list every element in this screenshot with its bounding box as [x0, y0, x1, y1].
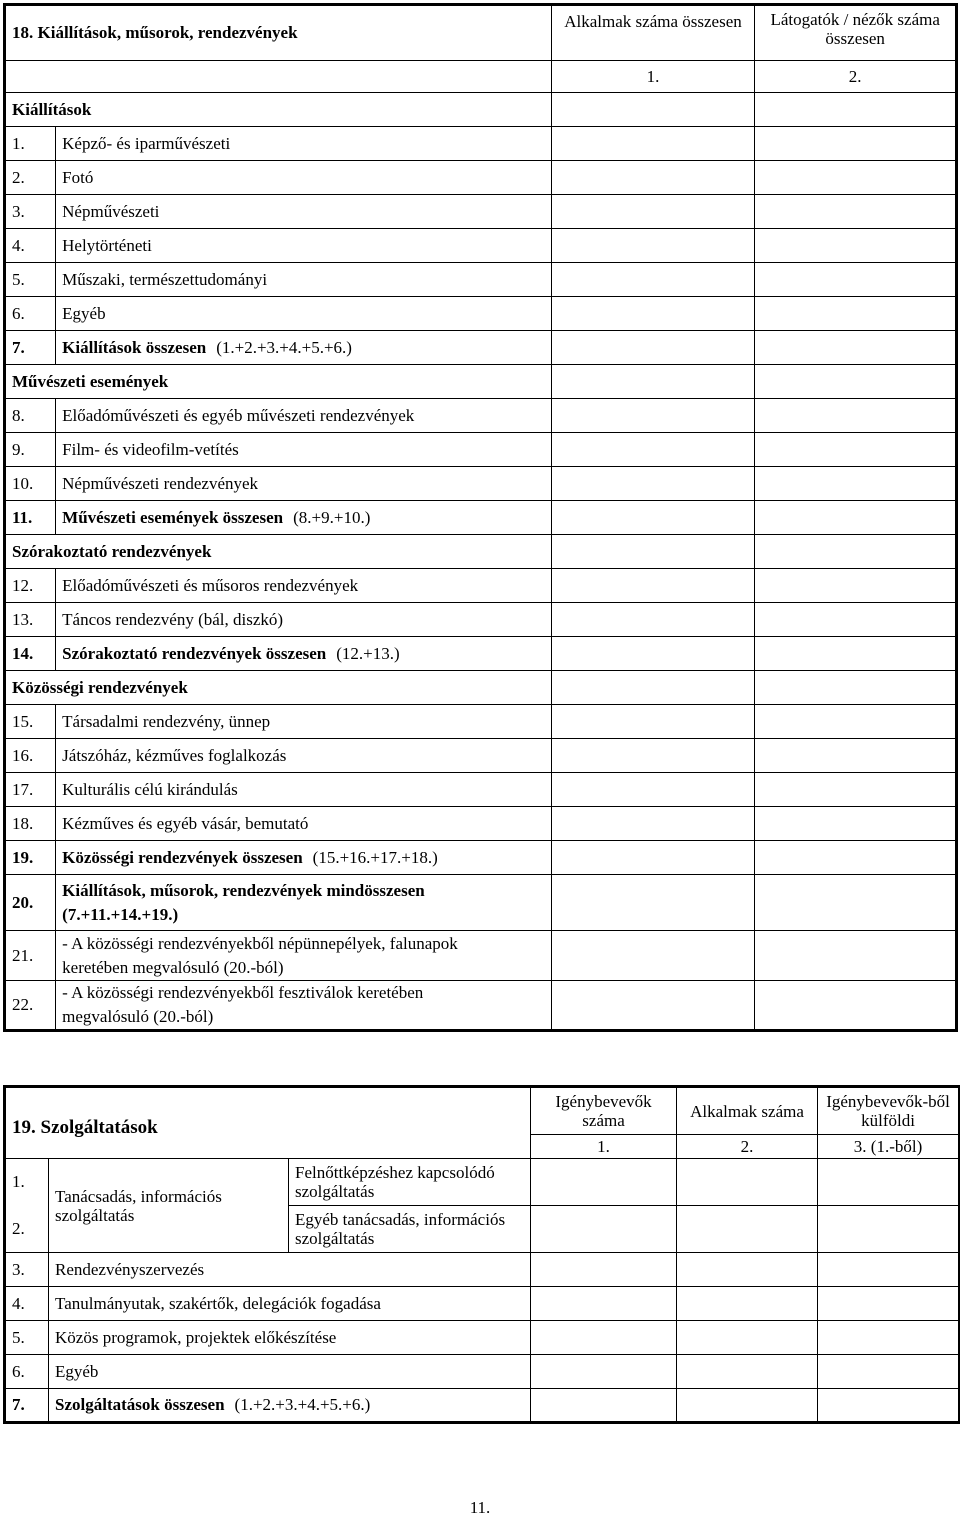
row-label [49, 1321, 531, 1355]
group-heading: Közösségi rendezvények [5, 671, 552, 705]
row-formula: (8.+9.+10.) [293, 507, 371, 527]
input-cell[interactable] [551, 501, 755, 535]
row-number: 4. [5, 1287, 49, 1321]
row-label-text: Közösségi rendezvények összesen [62, 847, 303, 867]
input-cell[interactable] [755, 875, 957, 931]
input-cell[interactable] [755, 671, 957, 705]
input-cell[interactable] [755, 981, 957, 1031]
table-row [5, 1321, 960, 1355]
table-row [5, 603, 957, 637]
input-cell[interactable] [818, 1287, 960, 1321]
row-label-line2: (7.+11.+14.+19.) [62, 904, 179, 924]
row-number: 14. [5, 637, 56, 671]
row-number: 12. [5, 569, 56, 603]
input-cell[interactable] [551, 739, 755, 773]
table-services [3, 1085, 960, 1424]
row-label-text: Előadóművészeti és műsoros rendezvények [62, 575, 359, 595]
row-label [56, 297, 552, 331]
table-row [5, 331, 957, 365]
row-label [56, 705, 552, 739]
row-number: 9. [5, 433, 56, 467]
table-row [5, 399, 957, 433]
row-label [56, 433, 552, 467]
row-number: 6. [5, 1355, 49, 1389]
input-cell[interactable] [531, 1206, 677, 1253]
row-number: 20. [5, 875, 56, 931]
section-18-title: 18. Kiállítások, műsorok, rendezvények [5, 5, 552, 61]
group-label-counseling: Tanácsadás, információs szolgáltatás [49, 1159, 289, 1253]
input-cell[interactable] [677, 1206, 818, 1253]
row-label [56, 603, 552, 637]
input-cell[interactable] [551, 807, 755, 841]
row-formula: (1.+2.+3.+4.+5.+6.) [234, 1395, 371, 1414]
input-cell[interactable] [755, 399, 957, 433]
row-label [56, 127, 552, 161]
row-label-text: Társadalmi rendezvény, ünnep [62, 711, 271, 731]
input-cell[interactable] [755, 263, 957, 297]
row-number: 7. [5, 331, 56, 365]
row-formula: (12.+13.) [336, 643, 400, 663]
col-header-users: Igénybevevők száma [531, 1087, 677, 1135]
row-label-line2: keretében megvalósuló (20.-ból) [62, 957, 284, 977]
input-cell[interactable] [818, 1389, 960, 1423]
table-row [5, 263, 957, 297]
row-number: 11. [5, 501, 56, 535]
input-cell[interactable] [818, 1355, 960, 1389]
input-cell[interactable] [551, 297, 755, 331]
input-cell[interactable] [755, 127, 957, 161]
table-row [5, 297, 957, 331]
input-cell[interactable] [755, 603, 957, 637]
header-spacer [5, 61, 552, 93]
table-row [5, 467, 957, 501]
table-exhibitions-events [3, 3, 958, 1032]
row-label-text: Szolgáltatások összesen [55, 1395, 225, 1414]
row-label [56, 195, 552, 229]
row-number: 18. [5, 807, 56, 841]
input-cell[interactable] [755, 931, 957, 981]
row-label [56, 841, 552, 875]
row-label-text: Kiállítások összesen [62, 337, 207, 357]
input-cell[interactable] [551, 161, 755, 195]
table-row [5, 739, 957, 773]
input-cell[interactable] [677, 1253, 818, 1287]
input-cell[interactable] [755, 229, 957, 263]
input-cell[interactable] [551, 671, 755, 705]
input-cell[interactable] [818, 1206, 960, 1253]
input-cell[interactable] [755, 569, 957, 603]
row-label-text: Tanulmányutak, szakértők, delegációk fogadása [55, 1293, 381, 1313]
input-cell[interactable] [551, 705, 755, 739]
col-header-occasions [551, 5, 755, 61]
input-cell[interactable] [551, 875, 755, 931]
row-label [56, 161, 552, 195]
row-number: 8. [5, 399, 56, 433]
table-row [5, 229, 957, 263]
row-label-text: Helytörténeti [62, 235, 152, 255]
row-label-line1: - A közösségi rendezvényekből fesztiválok keretében [62, 983, 424, 1002]
input-cell[interactable] [531, 1389, 677, 1423]
input-cell[interactable] [531, 1159, 677, 1206]
row-label [49, 1253, 531, 1287]
input-cell[interactable] [551, 399, 755, 433]
input-cell[interactable] [551, 841, 755, 875]
input-cell[interactable] [551, 433, 755, 467]
row-label-line1: - A közösségi rendezvényekből népünnepélyek, falunapok [62, 933, 458, 953]
row-number: 21. [5, 931, 56, 981]
group-heading: Kiállítások [5, 93, 552, 127]
table-row [5, 773, 957, 807]
row-number: 2. [5, 1206, 49, 1253]
row-number: 3. [5, 1253, 49, 1287]
input-cell[interactable] [755, 433, 957, 467]
col19-number-3: 3. (1.-ből) [818, 1135, 960, 1159]
table-row [5, 195, 957, 229]
table-row [5, 807, 957, 841]
row-label-text: Kézműves és egyéb vásár, bemutató [62, 813, 309, 833]
input-cell[interactable] [551, 195, 755, 229]
section-19-title: 19. Szolgáltatások [5, 1087, 531, 1159]
row-label [49, 1355, 531, 1389]
table-row [5, 931, 957, 981]
col-number-2: 2. [755, 61, 957, 93]
input-cell[interactable] [551, 981, 755, 1031]
input-cell[interactable] [551, 535, 755, 569]
row-label-text: Egyéb [62, 303, 106, 323]
input-cell[interactable] [755, 739, 957, 773]
row-label-text: Népművészeti rendezvények [62, 473, 259, 493]
row-label [56, 739, 552, 773]
input-cell[interactable] [755, 773, 957, 807]
table-row [5, 161, 957, 195]
table-row [5, 637, 957, 671]
table-row [5, 1355, 960, 1389]
table-row [5, 433, 957, 467]
row-number: 10. [5, 467, 56, 501]
input-cell[interactable] [755, 331, 957, 365]
row-label [56, 807, 552, 841]
table-row [5, 501, 957, 535]
input-cell[interactable] [677, 1355, 818, 1389]
table-row [5, 705, 957, 739]
input-cell[interactable] [755, 637, 957, 671]
row-label [56, 501, 552, 535]
row-label-text: Rendezvényszervezés [55, 1259, 205, 1279]
row-label [56, 569, 552, 603]
row-label [56, 399, 552, 433]
row-number: 13. [5, 603, 56, 637]
row-label-text: Szórakoztató rendezvények összesen [62, 643, 327, 663]
row-label-text: Közös programok, projektek előkészítése [55, 1327, 337, 1347]
input-cell[interactable] [551, 931, 755, 981]
input-cell[interactable] [531, 1355, 677, 1389]
page-number: 11. [469, 1498, 491, 1517]
input-cell[interactable] [755, 807, 957, 841]
input-cell[interactable] [755, 161, 957, 195]
input-cell[interactable] [551, 637, 755, 671]
group-heading: Művészeti események [5, 365, 552, 399]
input-cell[interactable] [818, 1159, 960, 1206]
input-cell[interactable] [551, 331, 755, 365]
col-number-1: 1. [551, 61, 755, 93]
input-cell[interactable] [551, 603, 755, 637]
row-formula: (1.+2.+3.+4.+5.+6.) [216, 337, 352, 357]
input-cell[interactable] [551, 467, 755, 501]
row-number: 15. [5, 705, 56, 739]
col-header-visitors-text: Látogatók / nézők száma összesen [770, 10, 940, 48]
row-label-text: Játszóház, kézműves foglalkozás [62, 745, 287, 765]
row-number: 5. [5, 1321, 49, 1355]
input-cell[interactable] [677, 1321, 818, 1355]
row-label-other-counseling: Egyéb tanácsadás, információs szolgáltatás [289, 1206, 531, 1253]
input-cell[interactable] [551, 127, 755, 161]
row-label-text: Egyéb [55, 1361, 99, 1381]
row-label-text: Táncos rendezvény (bál, diszkó) [62, 609, 284, 629]
row-number: 2. [5, 161, 56, 195]
row-label-text: Műszaki, természettudományi [62, 269, 268, 289]
row-number: 16. [5, 739, 56, 773]
col-header-occasions-text: Alkalmak száma összesen [564, 12, 742, 31]
row-label-text: Művészeti események összesen [62, 507, 284, 527]
row-number: 1. [5, 127, 56, 161]
input-cell[interactable] [531, 1287, 677, 1321]
row-formula: (15.+16.+17.+18.) [312, 847, 438, 867]
row-label [56, 263, 552, 297]
table-row [5, 841, 957, 875]
row-number: 17. [5, 773, 56, 807]
row-label [56, 875, 552, 931]
row-label [49, 1287, 531, 1321]
row-label [56, 931, 552, 981]
input-cell[interactable] [818, 1321, 960, 1355]
row-number: 7. [5, 1389, 49, 1423]
table-row [5, 1253, 960, 1287]
row-label [56, 773, 552, 807]
table-row [5, 127, 957, 161]
input-cell[interactable] [755, 365, 957, 399]
row-label-line2: megvalósuló (20.-ból) [62, 1007, 214, 1026]
row-label-adult-education: Felnőttképzéshez kapcsolódó szolgáltatás [289, 1159, 531, 1206]
row-label-text: Képző- és iparművészeti [62, 133, 231, 153]
row-label [56, 637, 552, 671]
row-number: 3. [5, 195, 56, 229]
input-cell[interactable] [677, 1159, 818, 1206]
row-number: 4. [5, 229, 56, 263]
input-cell[interactable] [551, 569, 755, 603]
row-label [49, 1389, 531, 1423]
row-number: 19. [5, 841, 56, 875]
input-cell[interactable] [551, 263, 755, 297]
row-label-text: Előadóművészeti és egyéb művészeti rendezvények [62, 405, 415, 425]
input-cell[interactable] [755, 535, 957, 569]
row-label-text: Fotó [62, 167, 94, 187]
input-cell[interactable] [755, 467, 957, 501]
input-cell[interactable] [755, 195, 957, 229]
col-header-visitors [755, 5, 957, 61]
table-row [5, 1389, 960, 1423]
group-heading: Szórakoztató rendezvények [5, 535, 552, 569]
input-cell[interactable] [531, 1253, 677, 1287]
input-cell[interactable] [755, 841, 957, 875]
col-header-occasions-19: Alkalmak száma [677, 1087, 818, 1135]
input-cell[interactable] [755, 501, 957, 535]
input-cell[interactable] [818, 1253, 960, 1287]
row-number: 5. [5, 263, 56, 297]
table-row [5, 1287, 960, 1321]
row-label [56, 467, 552, 501]
col19-number-2: 2. [677, 1135, 818, 1159]
input-cell[interactable] [551, 773, 755, 807]
row-label [56, 981, 552, 1031]
input-cell[interactable] [551, 93, 755, 127]
row-number: 6. [5, 297, 56, 331]
input-cell[interactable] [755, 93, 957, 127]
row-label-line1: Kiállítások, műsorok, rendezvények mindösszesen [62, 880, 425, 900]
row-label-text: Film- és videofilm-vetítés [62, 439, 239, 459]
input-cell[interactable] [677, 1287, 818, 1321]
row-label [56, 229, 552, 263]
row-label [56, 331, 552, 365]
row-number: 22. [5, 981, 56, 1031]
input-cell[interactable] [551, 229, 755, 263]
input-cell[interactable] [755, 297, 957, 331]
row-label-text: Népművészeti [62, 201, 160, 221]
row-number: 1. [5, 1159, 49, 1206]
input-cell[interactable] [755, 705, 957, 739]
row-label-text: Kulturális célú kirándulás [62, 779, 238, 799]
input-cell[interactable] [551, 365, 755, 399]
input-cell[interactable] [677, 1389, 818, 1423]
table-row [5, 875, 957, 931]
col-header-foreign-users: Igénybevevők-ből külföldi [818, 1087, 960, 1135]
table-row [5, 569, 957, 603]
col19-number-1: 1. [531, 1135, 677, 1159]
input-cell[interactable] [531, 1321, 677, 1355]
table-row [5, 981, 957, 1031]
